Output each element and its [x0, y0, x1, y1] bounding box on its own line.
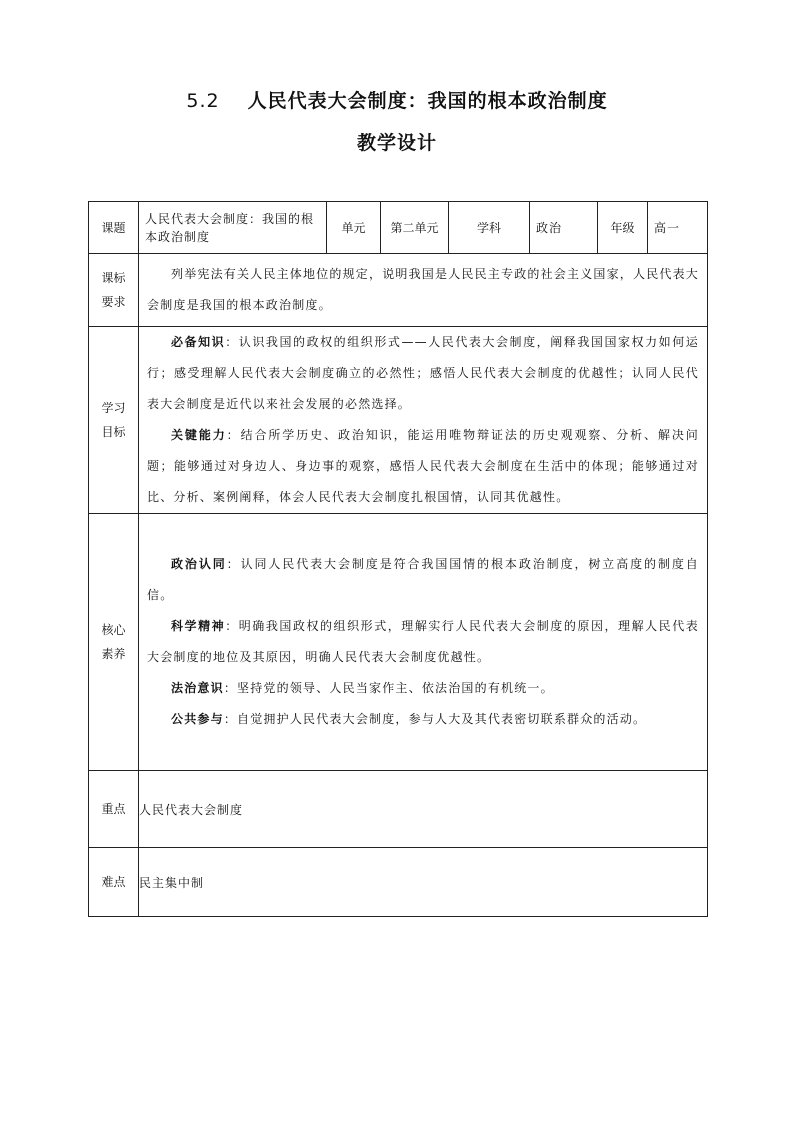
document-title [0, 86, 794, 113]
standard-text: 列举宪法有关人民主体地位的规定，说明我国是人民民主专政的社会主义国家，人民代表大会制度是我国的根本政治制度。 [147, 267, 700, 312]
key-point-label: 重点 [89, 771, 139, 848]
goals-label [89, 327, 139, 514]
unit-value: 第二单元 [381, 202, 449, 254]
unit-label: 单元 [327, 202, 381, 254]
standard-label-line1: 课标 [101, 271, 126, 285]
lesson-plan-table [88, 201, 708, 917]
subject-value: 政治 [530, 202, 598, 254]
goals-label-line2: 目标 [101, 425, 126, 439]
topic-value: 人民代表大会制度：我国的根本政治制度 [139, 202, 327, 254]
difficulty-row [89, 848, 708, 917]
key-point-text: 人民代表大会制度 [139, 771, 708, 848]
standard-row [89, 254, 708, 327]
info-row [89, 202, 708, 254]
literacy-item [147, 673, 699, 704]
literacy-lead: 政治认同 [171, 557, 227, 571]
title-text: 人民代表大会制度：我国的根本政治制度 [247, 90, 608, 112]
literacy-item [147, 611, 699, 673]
difficulty-label: 难点 [89, 848, 139, 917]
goals-label-line1: 学习 [101, 401, 126, 415]
grade-label: 年级 [598, 202, 648, 254]
literacy-label [89, 514, 139, 771]
goal-item [147, 327, 699, 420]
literacy-label-line1: 核心 [101, 623, 126, 637]
goal-item [147, 420, 699, 513]
topic-label: 课题 [89, 202, 139, 254]
literacy-item [147, 549, 699, 611]
literacy-text: ：自觉拥护人民代表大会制度，参与人大及其代表密切联系群众的活动。 [223, 712, 647, 726]
literacy-lead: 法治意识 [171, 681, 224, 695]
document-subtitle: 教学设计 [356, 132, 437, 154]
literacy-item [147, 704, 699, 735]
literacy-row [89, 514, 708, 771]
goal-text: ：认识我国的政权的组织形式——人民代表大会制度，阐释我国国家权力如何运行；感受理解人民代表大会制度确立的必然性；感悟人民代表大会制度的优越性；认同人民代表大会制度是近代以来社会发展的必然选择。 [147, 335, 699, 411]
literacy-text: ：坚持党的领导、人民当家作主、依法治国的有机统一。 [223, 681, 554, 695]
standard-label-line2: 要求 [101, 295, 126, 309]
difficulty-text: 民主集中制 [139, 848, 708, 917]
grade-value: 高一 [648, 202, 708, 254]
goal-text: ：结合所学历史、政治知识，能运用唯物辩证法的历史观观察、分析、解决问题；能够通过对身边人、身边事的观察，感悟人民代表大会制度在生活中的体现；能够通过对比、分析、案例阐释，体会人民代表大会制度扎根国情，认同其优越性。 [147, 428, 699, 504]
literacy-text: ：认同人民代表大会制度是符合我国国情的根本政治制度，树立高度的制度自信。 [147, 557, 699, 602]
literacy-label-line2: 素养 [101, 647, 126, 661]
goal-lead: 关键能力 [171, 428, 227, 442]
goal-lead: 必备知识 [171, 335, 226, 349]
literacy-lead: 公共参与 [171, 712, 224, 726]
key-point-row [89, 771, 708, 848]
standard-content [139, 254, 708, 327]
goals-content [139, 327, 708, 514]
literacy-text: ：明确我国政权的组织形式，理解实行人民代表大会制度的原因，理解人民代表大会制度的地位及其原因，明确人民代表大会制度优越性。 [147, 619, 699, 664]
section-number: 5.2 [186, 90, 220, 112]
goals-row [89, 327, 708, 514]
literacy-content [139, 514, 708, 771]
subject-label: 学科 [449, 202, 530, 254]
standard-label [89, 254, 139, 327]
literacy-lead: 科学精神 [171, 619, 226, 633]
